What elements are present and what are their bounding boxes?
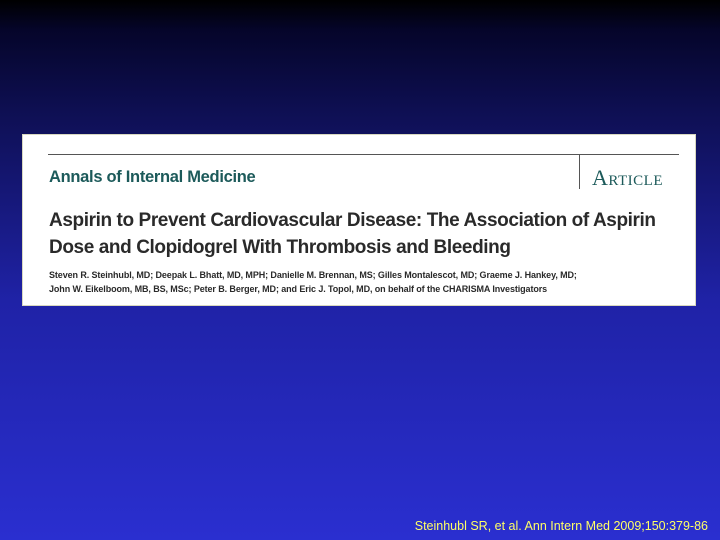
journal-name: Annals of Internal Medicine (49, 168, 256, 186)
citation: Steinhubl SR, et al. Ann Intern Med 2009;150:379-86 (414, 519, 708, 533)
article-authors: Steven R. Steinhubl, MD; Deepak L. Bhatt, MD, MPH; Danielle M. Brennan, MS; Gilles Montalescot, MD; Graeme J. Hankey, MD; John W. Eikelboom, MB, BS, MSc; Peter B. Berger, MD; and Eric J. Topol, MD, on behalf of the CHARISMA Investigators (49, 270, 577, 294)
article-title: Aspirin to Prevent Cardiovascular Disease: The Association of Aspirin Dose and Clopidogrel With Thrombosis and Bleeding (49, 210, 656, 258)
vertical-divider (579, 154, 580, 189)
article-header-image (22, 134, 696, 306)
article-type-label: Article (592, 165, 663, 190)
top-rule (48, 154, 679, 155)
